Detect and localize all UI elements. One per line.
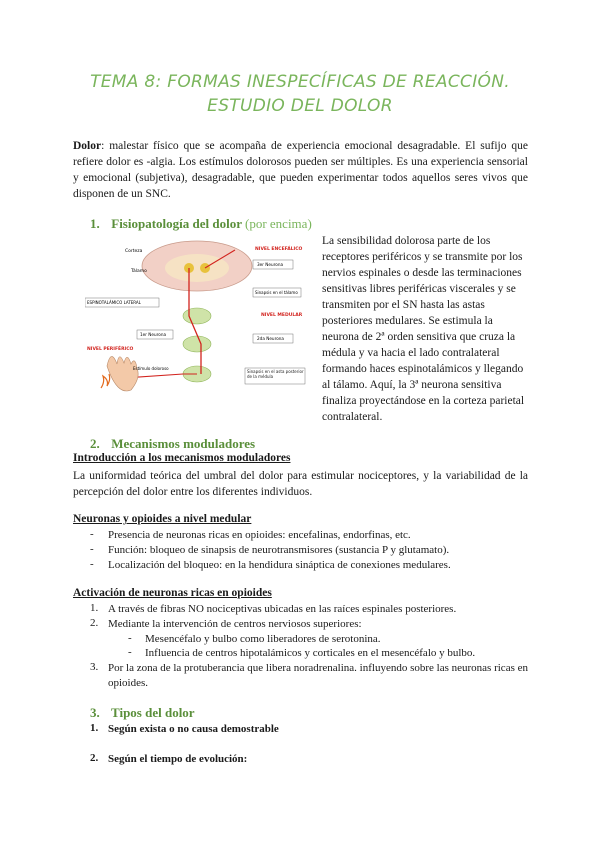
label-estimulo: Estímulo doloroso: [133, 366, 169, 371]
section-1-text: La sensibilidad dolorosa parte de los receptores periféricos y se transmite por los nervios espinales o desde las terminaciones sensitivas libres periféricas viscerales y se transmiten por el SN hasta las astas posteriores medulares. Se estimula la neurona de 2ª orden sensitiva que cruza la médula y va hacia el lado contralateral formando haces espinotalámicos y llegando al tálamo. Aquí, la 3ª neurona sensitiva finaliza proyectándose en la corteza parietal contralateral.: [322, 235, 525, 423]
medulla-section-upper: [183, 308, 211, 324]
label-segunda-neurona: 2da Neurona: [257, 336, 284, 341]
intro-text: : malestar físico que se acompaña de experiencia emocional desagradable. El sufijo que refiere dolor es -algia. Los estímulos dolorosos pueden ser múltiples. Es una experiencia sensorial y emocional (subjetiva), desagradable, que pueden experimentar todos aquellos seres vivos que disponen de un SNC.: [73, 140, 528, 200]
bullet-dash: -: [128, 646, 132, 658]
neurons-heading: Neuronas y opioides a nivel medular: [73, 513, 252, 525]
thalamus-shape: [165, 254, 229, 282]
pain-pathway-diagram: [85, 238, 310, 398]
neurons-item: Presencia de neuronas ricas en opioides: encefalinas, endorfinas, etc.: [108, 529, 411, 541]
label-primera-neurona: 1er Neurona: [140, 332, 167, 337]
label-corteza: Corteza: [125, 249, 143, 254]
label-sinapsis-asta: Sinapsis en el asta posterior de la médula: [247, 369, 304, 379]
activation-number: 2.: [90, 617, 99, 629]
label-tercera-neurona: 3er Neurona: [257, 262, 284, 267]
bullet-dash: -: [90, 528, 94, 540]
bullet-dash: -: [128, 632, 132, 644]
activation-item: Por la zona de la protuberancia que libera noradrenalina. influyendo sobre las neuronas ricas en opioides.: [108, 662, 528, 689]
activation-number: 3.: [90, 661, 99, 673]
section-3-heading: [90, 705, 195, 721]
types-item: Según exista o no causa demostrable: [108, 723, 279, 735]
types-number: 2.: [90, 752, 99, 764]
section-3-title: Tipos del dolor: [111, 705, 195, 720]
label-nivel-encefalico: NIVEL ENCEFÁLICO: [255, 247, 303, 252]
section-2-heading: [90, 436, 255, 452]
label-nivel-medular: NIVEL MEDULAR: [261, 313, 303, 318]
label-nivel-periferico: NIVEL PERIFÉRICO: [87, 347, 134, 352]
types-number: 1.: [90, 722, 99, 734]
neurons-item: Localización del bloqueo: en la hendidura sináptica de conexiones medulares.: [108, 559, 451, 571]
activation-subitem: Influencia de centros hipotalámicos y corticales en el mesencéfalo y bulbo.: [145, 647, 476, 659]
page-title: TEMA 8: FORMAS INESPECÍFICAS DE REACCIÓN. ESTUDIO DEL DOLOR: [90, 72, 510, 116]
section-1-heading: [90, 216, 312, 232]
intro-term: Dolor: [73, 140, 102, 152]
types-item: Según el tiempo de evolución:: [108, 753, 248, 765]
activation-heading: Activación de neuronas ricas en opioides: [73, 587, 272, 599]
intro-paragraph: [73, 138, 528, 202]
activation-number: 1.: [90, 602, 99, 614]
activation-item: Mediante la intervención de centros nerviosos superiores:: [108, 618, 362, 630]
label-sinapsis-talamo: Sinapsis en el tálamo: [255, 290, 298, 295]
bullet-dash: -: [90, 543, 94, 555]
section-1-number: 1.: [90, 216, 100, 231]
section-3-number: 3.: [90, 705, 100, 720]
hand-icon: [107, 356, 138, 391]
intro-mechanisms-text: La uniformidad teórica del umbral del dolor para estimular nociceptores, y la variabilidad de la percepción del dolor entre los diferentes individuos.: [73, 470, 528, 498]
flame-icon: [101, 374, 110, 388]
medulla-section-middle: [183, 336, 211, 352]
section-2-title: Mecanismos moduladores: [111, 436, 256, 451]
label-talamo: Tálamo: [131, 269, 147, 274]
activation-subitem: Mesencéfalo y bulbo como liberadores de serotonina.: [145, 633, 381, 645]
section-1-note: (por encima): [245, 216, 312, 231]
intro-mechanisms-heading: Introducción a los mecanismos moduladores: [73, 452, 291, 464]
activation-item: A través de fibras NO nociceptivas ubicadas en las raíces espinales posteriores.: [108, 603, 457, 615]
label-haz: ESPINOTALÁMICO LATERAL: [87, 300, 141, 305]
section-2-number: 2.: [90, 436, 100, 451]
section-1-title: Fisiopatología del dolor: [111, 216, 242, 231]
neurons-item: Función: bloqueo de sinapsis de neurotransmisores (sustancia P y glutamato).: [108, 544, 450, 556]
bullet-dash: -: [90, 558, 94, 570]
